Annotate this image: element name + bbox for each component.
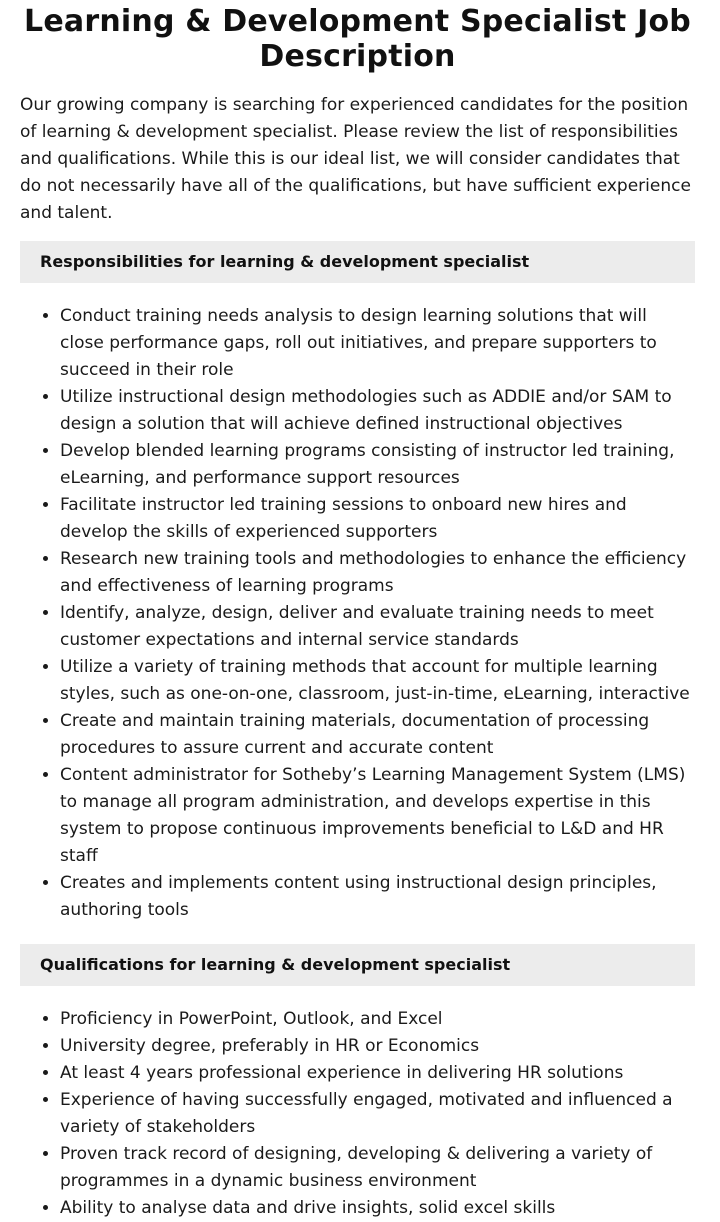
list-item: • Utilize instructional design methodologies such as ADDIE and/or SAM to design a solution that will achieve defined instructional objectives	[60, 384, 695, 438]
page-title: Learning & Development Specialist Job Description	[24, 4, 691, 74]
list-item: • Creates and implements content using instructional design principles, authoring tools	[60, 870, 695, 924]
list-item: • Research new training tools and methodologies to enhance the efficiency and effectiveness of learning programs	[60, 546, 695, 600]
list-item: • Utilize a variety of training methods that account for multiple learning styles, such as one-on-one, classroom, just-in-time, eLearning, interactive	[60, 654, 695, 708]
list-item: • University degree, preferably in HR or Economics	[60, 1033, 695, 1060]
list-item: • Experience of having successfully engaged, motivated and influenced a variety of stakeholders	[60, 1087, 695, 1141]
intro-paragraph: Our growing company is searching for experienced candidates for the position of learning & development specialist. Please review the list of responsibilities and qualifications. While this is our ideal list, we will consider candidates that do not necessarily have all of the qualifications, but have sufficient experience and talent.	[20, 95, 691, 223]
responsibilities-list	[20, 303, 695, 924]
list-item: • Facilitate instructor led training sessions to onboard new hires and develop the skills of experienced supporters	[60, 492, 695, 546]
list-item: • Proven track record of designing, developing & delivering a variety of programmes in a dynamic business environment	[60, 1141, 695, 1195]
list-item: • Develop blended learning programs consisting of instructor led training, eLearning, and performance support resources	[60, 438, 695, 492]
qualifications-heading: Qualifications for learning & development specialist	[20, 944, 695, 986]
responsibilities-heading: Responsibilities for learning & development specialist	[20, 241, 695, 283]
list-item: • Proficiency in PowerPoint, Outlook, and Excel	[60, 1006, 695, 1033]
list-item: • Identify, analyze, design, deliver and evaluate training needs to meet customer expectations and internal service standards	[60, 600, 695, 654]
list-item: • Conduct training needs analysis to design learning solutions that will close performance gaps, roll out initiatives, and prepare supporters to succeed in their role	[60, 303, 695, 384]
list-item: • Ability to analyse data and drive insights, solid excel skills	[60, 1195, 695, 1222]
list-item: • Create and maintain training materials, documentation of processing procedures to assure current and accurate content	[60, 708, 695, 762]
list-item: • Content administrator for Sotheby’s Learning Management System (LMS) to manage all program administration, and develops expertise in this system to propose continuous improvements beneficial to L&D and HR staff	[60, 762, 695, 870]
list-item: • At least 4 years professional experience in delivering HR solutions	[60, 1060, 695, 1087]
qualifications-list	[20, 1006, 695, 1222]
